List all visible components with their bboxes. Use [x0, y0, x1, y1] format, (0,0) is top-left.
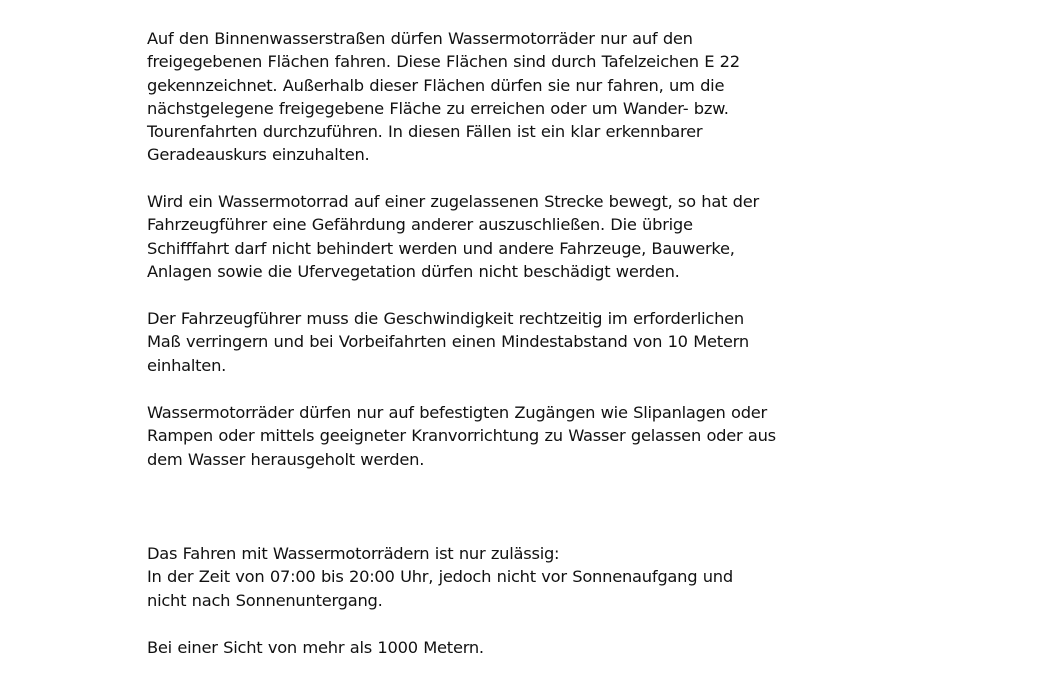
- text-line: nächstgelegene freigegebene Fläche zu erreichen oder um Wander- bzw.: [147, 98, 729, 118]
- text-line: Wassermotorräder dürfen nur auf befestigten Zugängen wie Slipanlagen oder: [147, 403, 768, 422]
- text-line: Bei einer Sicht von mehr als 1000 Metern.: [147, 638, 484, 657]
- text-line: Fahrzeugführer eine Gefährdung anderer auszuschließen. Die übrige: [147, 215, 693, 235]
- text-line: Anlagen sowie die Ufervegetation dürfen nicht beschädigt werden.: [147, 261, 680, 281]
- text-line: Wird ein Wassermotorrad auf einer zugelassenen Strecke bewegt, so hat der: [147, 192, 759, 211]
- paragraph-hazard-avoidance: [147, 190, 827, 283]
- text-line: dem Wasser herausgeholt werden.: [147, 449, 425, 469]
- text-line: freigegebenen Flächen fahren. Diese Flächen sind durch Tafelzeichen E 22: [147, 52, 740, 72]
- paragraph-operating-hours: [147, 542, 827, 612]
- text-line: Das Fahren mit Wassermotorrädern ist nur zulässig:: [147, 544, 560, 563]
- text-line: In der Zeit von 07:00 bis 20:00 Uhr, jedoch nicht vor Sonnenaufgang und: [147, 567, 733, 587]
- paragraph-waterway-areas: [147, 27, 827, 167]
- text-line: Auf den Binnenwasserstraßen dürfen Wassermotorräder nur auf den: [147, 29, 693, 48]
- text-line: einhalten.: [147, 355, 227, 375]
- cut-off-top-text: [148, 0, 808, 4]
- text-line: Rampen oder mittels geeigneter Kranvorrichtung zu Wasser gelassen oder aus: [147, 426, 776, 446]
- text-line: gekennzeichnet. Außerhalb dieser Flächen dürfen sie nur fahren, um die: [147, 75, 725, 95]
- paragraph-visibility: [147, 636, 827, 659]
- text-line: nicht nach Sonnenuntergang.: [147, 590, 383, 610]
- paragraph-launching: [147, 401, 827, 471]
- text-line: Maß verringern und bei Vorbeifahrten einen Mindestabstand von 10 Metern: [147, 332, 749, 352]
- text-line: Der Fahrzeugführer muss die Geschwindigkeit rechtzeitig im erforderlichen: [147, 309, 744, 328]
- paragraph-speed-distance: [147, 307, 827, 377]
- text-line: Tourenfahrten durchzuführen. In diesen Fällen ist ein klar erkennbarer: [147, 122, 703, 142]
- text-line: Geradeauskurs einzuhalten.: [147, 145, 370, 165]
- text-line: Schifffahrt darf nicht behindert werden und andere Fahrzeuge, Bauwerke,: [147, 238, 735, 258]
